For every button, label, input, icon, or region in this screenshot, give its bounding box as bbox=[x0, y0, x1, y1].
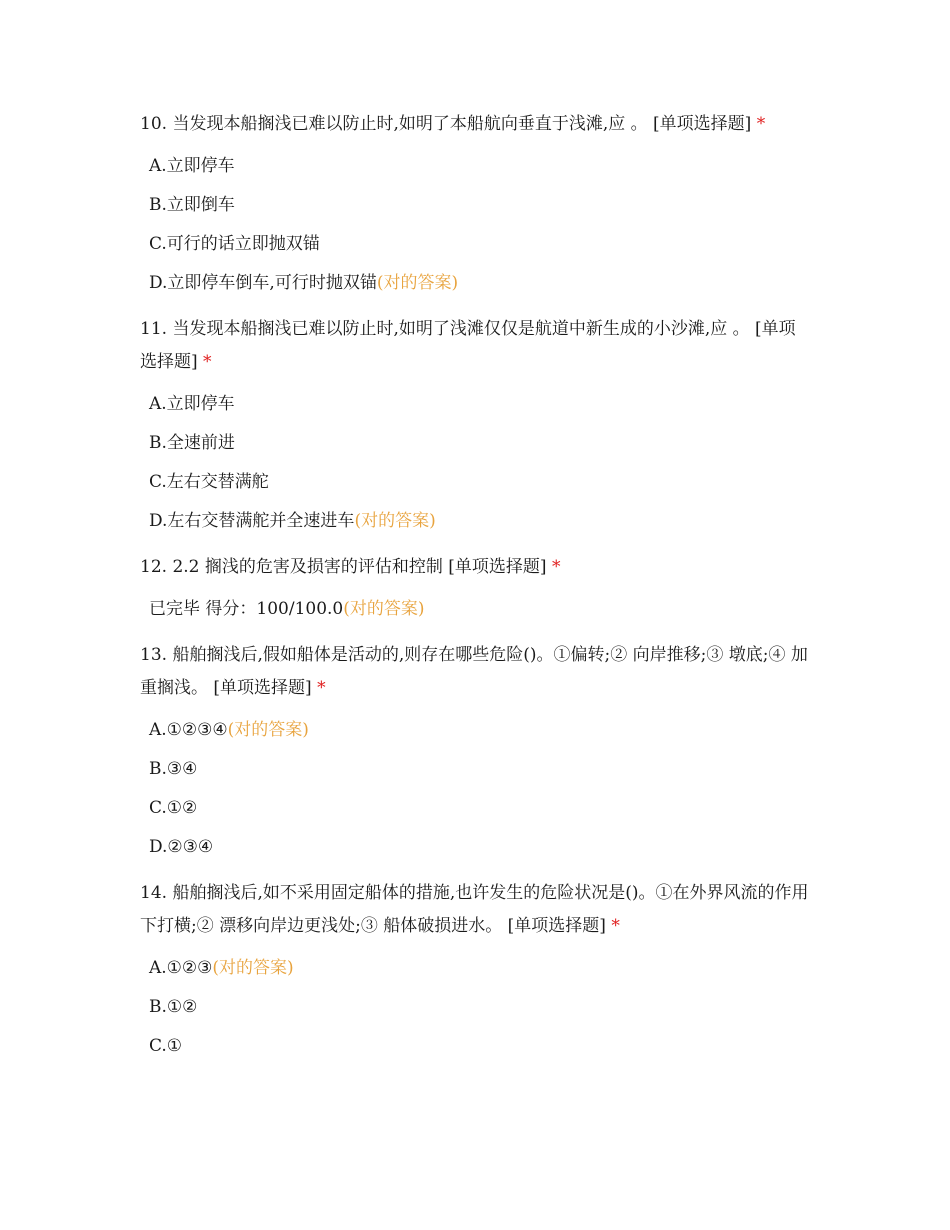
option-c[interactable] bbox=[140, 789, 812, 828]
option-c[interactable] bbox=[140, 225, 812, 264]
option-label: C.可行的话立即抛双锚 bbox=[149, 234, 320, 254]
option-label: A.①②③ bbox=[149, 958, 213, 978]
option-label: D.②③④ bbox=[149, 837, 214, 857]
question-label: 14. 船舶搁浅后,如不采用固定船体的措施,也许发生的危险状况是()。①在外界风流的作用下打横;② 漂移向岸边更浅处;③ 船体破损进水。 [单项选择题] bbox=[140, 883, 809, 936]
option-b[interactable] bbox=[140, 988, 812, 1027]
option-c[interactable] bbox=[140, 1027, 812, 1066]
option-label: C.① bbox=[149, 1036, 183, 1056]
option-label: C.左右交替满舵 bbox=[149, 472, 269, 492]
question-text bbox=[140, 108, 812, 141]
required-star: * bbox=[756, 114, 766, 134]
option-b[interactable] bbox=[140, 424, 812, 463]
required-star: * bbox=[317, 678, 326, 698]
correct-answer-mark: (对的答案) bbox=[227, 720, 309, 740]
question-block-13 bbox=[140, 639, 812, 867]
question-text bbox=[140, 639, 812, 705]
question-block-12 bbox=[140, 551, 812, 629]
question-label: 13. 船舶搁浅后,假如船体是活动的,则存在哪些危险()。①偏转;② 向岸推移;③ 墩底;④ 加重搁浅。 [单项选择题] bbox=[140, 645, 808, 698]
option-label: A.①②③④ bbox=[149, 720, 228, 740]
option-label: B.全速前进 bbox=[149, 433, 235, 453]
required-star: * bbox=[203, 352, 212, 372]
question-text bbox=[140, 877, 812, 943]
question-label: 10. 当发现本船搁浅已难以防止时,如明了本船航向垂直于浅滩,应 。 [单项选择题] bbox=[140, 114, 757, 134]
option-label: A.立即停车 bbox=[149, 394, 235, 414]
option-b[interactable] bbox=[140, 186, 812, 225]
option-label: D.立即停车倒车,可行时抛双锚 bbox=[149, 273, 377, 293]
option-label: B.立即倒车 bbox=[149, 195, 235, 215]
option-a[interactable] bbox=[140, 385, 812, 424]
document-page bbox=[140, 108, 812, 1076]
question-text bbox=[140, 551, 812, 584]
correct-answer-mark: (对的答案) bbox=[354, 511, 436, 531]
option-d[interactable] bbox=[140, 828, 812, 867]
option-label: D.左右交替满舵并全速进车 bbox=[149, 511, 355, 531]
question-block-14 bbox=[140, 877, 812, 1066]
score-status bbox=[140, 590, 812, 629]
option-d[interactable] bbox=[140, 264, 812, 303]
option-label: A.立即停车 bbox=[149, 156, 235, 176]
question-label: 12. 2.2 搁浅的危害及损害的评估和控制 [单项选择题] bbox=[140, 557, 552, 577]
question-block-11 bbox=[140, 313, 812, 541]
option-a[interactable] bbox=[140, 147, 812, 186]
option-b[interactable] bbox=[140, 750, 812, 789]
required-star: * bbox=[611, 916, 620, 936]
question-text bbox=[140, 313, 812, 379]
question-label: 11. 当发现本船搁浅已难以防止时,如明了浅滩仅仅是航道中新生成的小沙滩,应 。 [单项选择题] bbox=[140, 319, 796, 372]
option-label: B.①② bbox=[149, 997, 198, 1017]
required-star: * bbox=[551, 557, 561, 577]
option-c[interactable] bbox=[140, 463, 812, 502]
option-label: C.①② bbox=[149, 798, 198, 818]
option-label: B.③④ bbox=[149, 759, 198, 779]
correct-answer-mark: (对的答案) bbox=[343, 599, 425, 619]
score-label: 已完毕 得分：100/100.0 bbox=[149, 599, 344, 619]
option-a[interactable] bbox=[140, 711, 812, 750]
correct-answer-mark: (对的答案) bbox=[212, 958, 294, 978]
correct-answer-mark: (对的答案) bbox=[376, 273, 459, 293]
option-d[interactable] bbox=[140, 502, 812, 541]
question-block-10 bbox=[140, 108, 812, 303]
option-a[interactable] bbox=[140, 949, 812, 988]
